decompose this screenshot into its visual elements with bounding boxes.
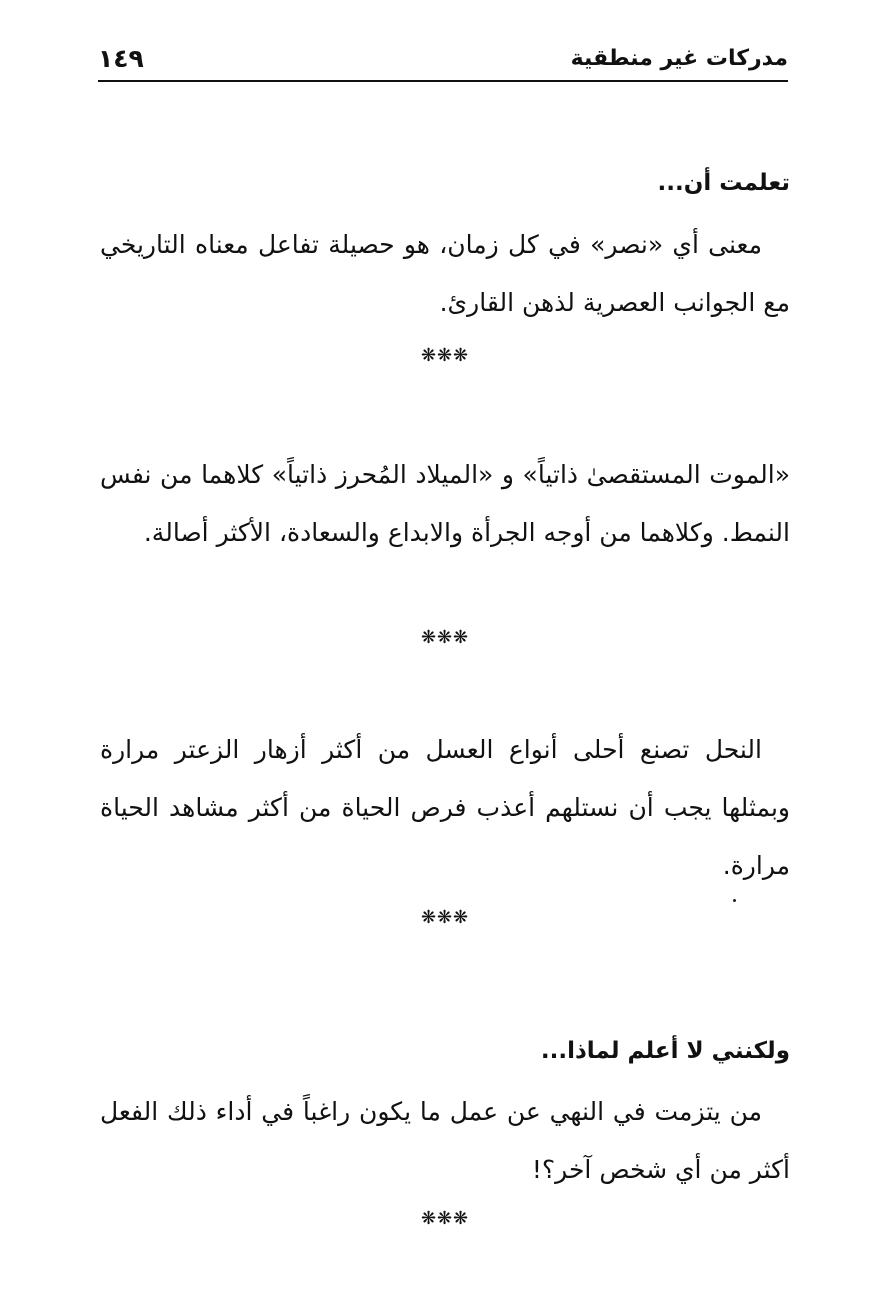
paragraph: النحل تصنع أحلى أنواع العسل من أكثر أزهار الزعتر مرارة وبمثلها يجب أن نستلهم أعذب فرص الحياة من أكثر مشاهد الحياة مرارة. bbox=[100, 735, 790, 880]
section-separator bbox=[100, 345, 790, 366]
running-header bbox=[98, 40, 788, 82]
print-speck bbox=[733, 899, 736, 902]
paragraph: «الموت المستقصىٰ ذاتياً» و «الميلاد المُحرز ذاتياً» كلاهما من نفس النمط. وكلاهما من أوجه الجرأة والابداع والسعادة، الأكثر أصالة. bbox=[100, 460, 790, 547]
separator-star-icon: ❋ bbox=[453, 627, 470, 648]
section-heading: تعلمت أن... bbox=[657, 170, 790, 196]
paragraph: من يتزمت في النهي عن عمل ما يكون راغباً في أداء ذلك الفعل أكثر من أي شخص آخر؟! bbox=[100, 1097, 790, 1184]
separator-star-icon: ❋ bbox=[421, 907, 438, 928]
book-title: مدركات غير منطقية bbox=[570, 46, 788, 71]
separator-star-icon: ❋ bbox=[453, 907, 470, 928]
paragraph: معنى أي «نصر» في كل زمان، هو حصيلة تفاعل معناه التاريخي مع الجوانب العصرية لذهن القارئ. bbox=[100, 230, 790, 317]
separator-star-icon: ❋ bbox=[453, 345, 470, 366]
separator-star-icon: ❋ bbox=[437, 627, 454, 648]
separator-star-icon: ❋ bbox=[437, 1208, 454, 1229]
section-separator bbox=[100, 627, 790, 648]
section-separator bbox=[100, 1208, 790, 1229]
separator-star-icon: ❋ bbox=[437, 907, 454, 928]
separator-star-icon: ❋ bbox=[437, 345, 454, 366]
section-separator bbox=[100, 907, 790, 928]
separator-star-icon: ❋ bbox=[421, 1208, 438, 1229]
page-number: ١٤٩ bbox=[98, 44, 144, 73]
separator-star-icon: ❋ bbox=[421, 345, 438, 366]
section-heading: ولكنني لا أعلم لماذا... bbox=[540, 1038, 790, 1064]
separator-star-icon: ❋ bbox=[421, 627, 438, 648]
separator-star-icon: ❋ bbox=[453, 1208, 470, 1229]
